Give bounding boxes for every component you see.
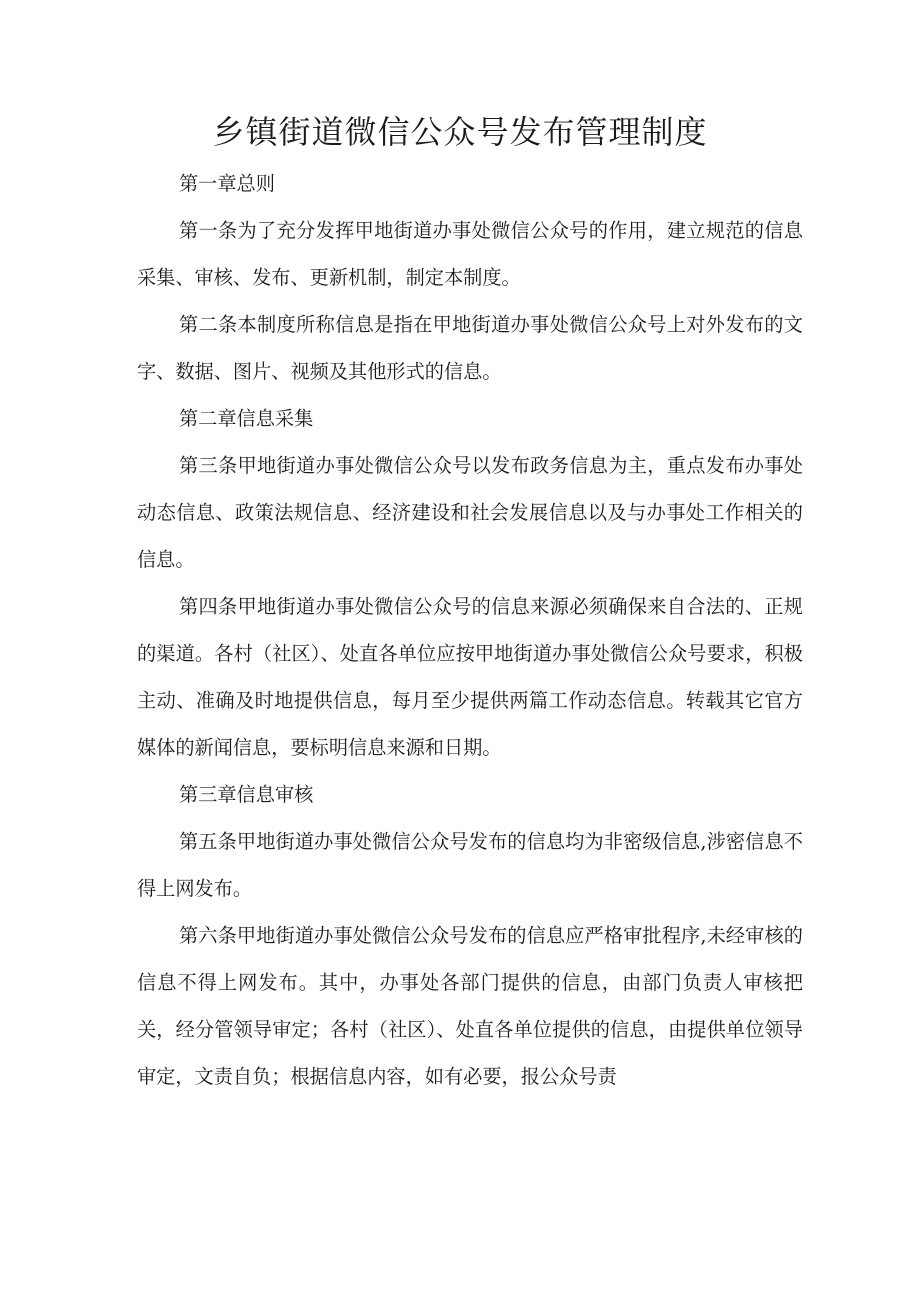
article-paragraph: 第二条本制度所称信息是指在甲地街道办事处微信公众号上对外发布的文字、数据、图片、视频及其他形式的信息。	[137, 313, 803, 383]
chapter-heading: 第二章信息采集	[179, 407, 314, 430]
document-body	[137, 160, 803, 1100]
document-title: 乡镇街道微信公众号发布管理制度	[212, 113, 708, 151]
chapter-heading: 第三章信息审核	[179, 783, 314, 806]
article-paragraph: 第五条甲地街道办事处微信公众号发布的信息均为非密级信息,涉密信息不得上网发布。	[137, 830, 803, 900]
article-paragraph: 第一条为了充分发挥甲地街道办事处微信公众号的作用，建立规范的信息采集、审核、发布、更新机制，制定本制度。	[137, 219, 803, 289]
chapter-heading: 第一章总则	[179, 172, 275, 195]
article-paragraph: 第三条甲地街道办事处微信公众号以发布政务信息为主，重点发布办事处动态信息、政策法规信息、经济建设和社会发展信息以及与办事处工作相关的信息。	[137, 454, 803, 571]
article-paragraph: 第四条甲地街道办事处微信公众号的信息来源必须确保来自合法的、正规的渠道。各村（社区）、处直各单位应按甲地街道办事处微信公众号要求，积极主动、准确及时地提供信息，每月至少提供两篇工作动态信息。转载其它官方媒体的新闻信息，要标明信息来源和日期。	[137, 595, 803, 759]
article-paragraph: 第六条甲地街道办事处微信公众号发布的信息应严格审批程序,未经审核的信息不得上网发布。其中，办事处各部门提供的信息，由部门负责人审核把关，经分管领导审定；各村（社区）、处直各单位提供的信息，由提供单位领导审定，文责自负；根据信息内容，如有必要，报公众号责	[137, 924, 803, 1088]
